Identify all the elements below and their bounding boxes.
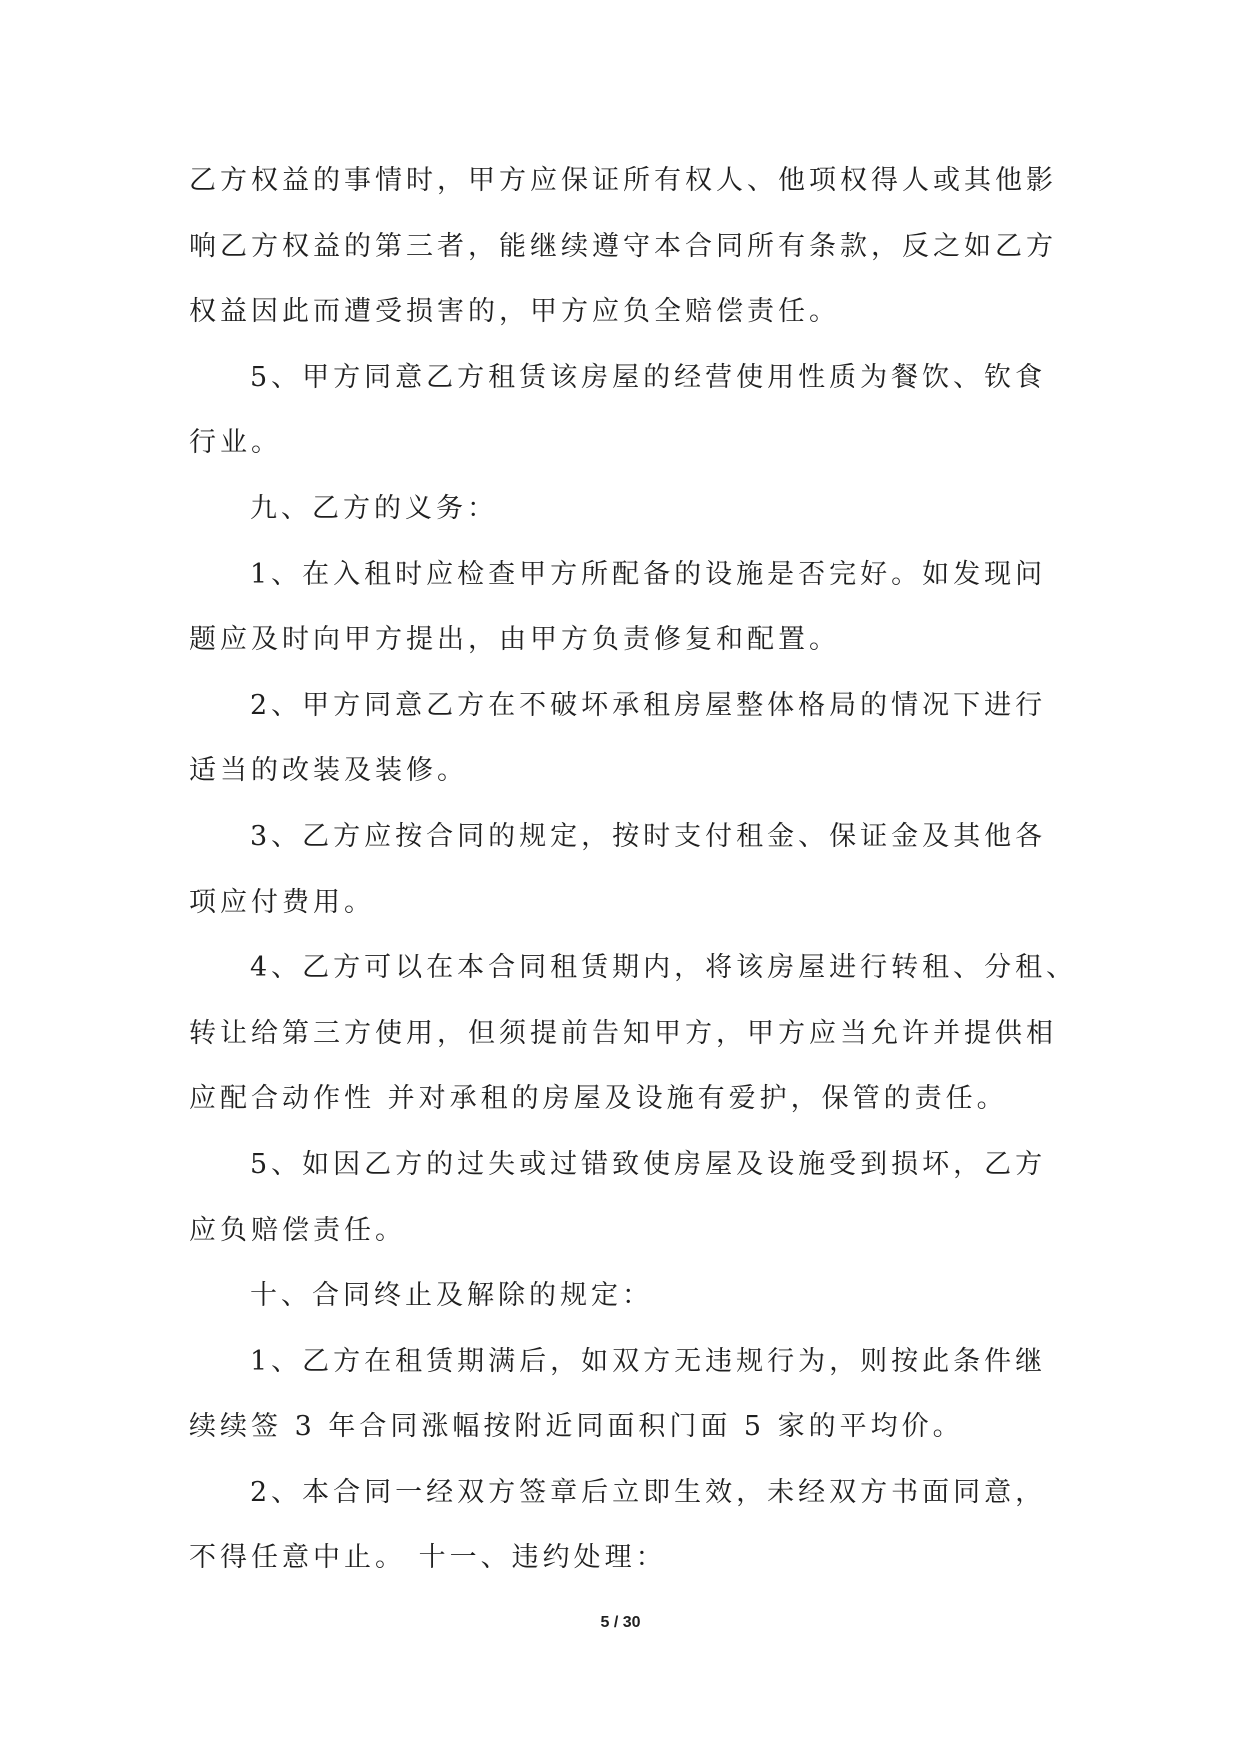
text-line: 权益因此而遭受损害的，甲方应负全赔偿责任。 bbox=[189, 296, 840, 328]
clause-line: 3、乙方应按合同的规定，按时支付租金、保证金及其他各 bbox=[250, 820, 1047, 852]
text-line: 应配合动作性 并对承租的房屋及设施有爱护，保管的责任。 bbox=[189, 1083, 1008, 1115]
text-line: 适当的改装及装修。 bbox=[189, 755, 468, 787]
text-line: 转让给第三方使用，但须提前告知甲方，甲方应当允许并提供相 bbox=[189, 1017, 1057, 1049]
text-line: 不得任意中止。 十一、违约处理： bbox=[189, 1542, 667, 1574]
page-number: 5 / 30 bbox=[600, 1614, 641, 1631]
clause-line: 2、本合同一经双方签章后立即生效，未经双方书面同意， bbox=[250, 1476, 1047, 1508]
text-line: 响乙方权益的第三者，能继续遵守本合同所有条款，反之如乙方 bbox=[189, 230, 1057, 262]
text-line: 项应付费用。 bbox=[189, 886, 375, 918]
section-heading: 九、乙方的义务： bbox=[250, 492, 498, 524]
clause-line: 1、在入租时应检查甲方所配备的设施是否完好。如发现问 bbox=[250, 558, 1047, 590]
clause-line: 1、乙方在租赁期满后，如双方无违规行为，则按此条件继 bbox=[250, 1345, 1047, 1377]
clause-line: 4、乙方可以在本合同租赁期内，将该房屋进行转租、分租、 bbox=[250, 952, 1078, 984]
text-line: 题应及时向甲方提出，由甲方负责修复和配置。 bbox=[189, 624, 840, 656]
section-heading: 十、合同终止及解除的规定： bbox=[250, 1280, 653, 1312]
document-body bbox=[189, 148, 1189, 1591]
clause-line: 5、如因乙方的过失或过错致使房屋及设施受到损坏，乙方 bbox=[250, 1148, 1047, 1180]
clause-line: 2、甲方同意乙方在不破坏承租房屋整体格局的情况下进行 bbox=[250, 689, 1047, 721]
text-line: 乙方权益的事情时，甲方应保证所有权人、他项权得人或其他影 bbox=[189, 165, 1057, 196]
clause-line: 5、甲方同意乙方租赁该房屋的经营使用性质为餐饮、钦食 bbox=[250, 361, 1047, 393]
text-line: 续续签 3 年合同涨幅按附近同面积门面 5 家的平均价。 bbox=[189, 1411, 964, 1443]
text-line: 应负赔偿责任。 bbox=[189, 1214, 406, 1246]
text-line: 行业。 bbox=[189, 427, 282, 459]
